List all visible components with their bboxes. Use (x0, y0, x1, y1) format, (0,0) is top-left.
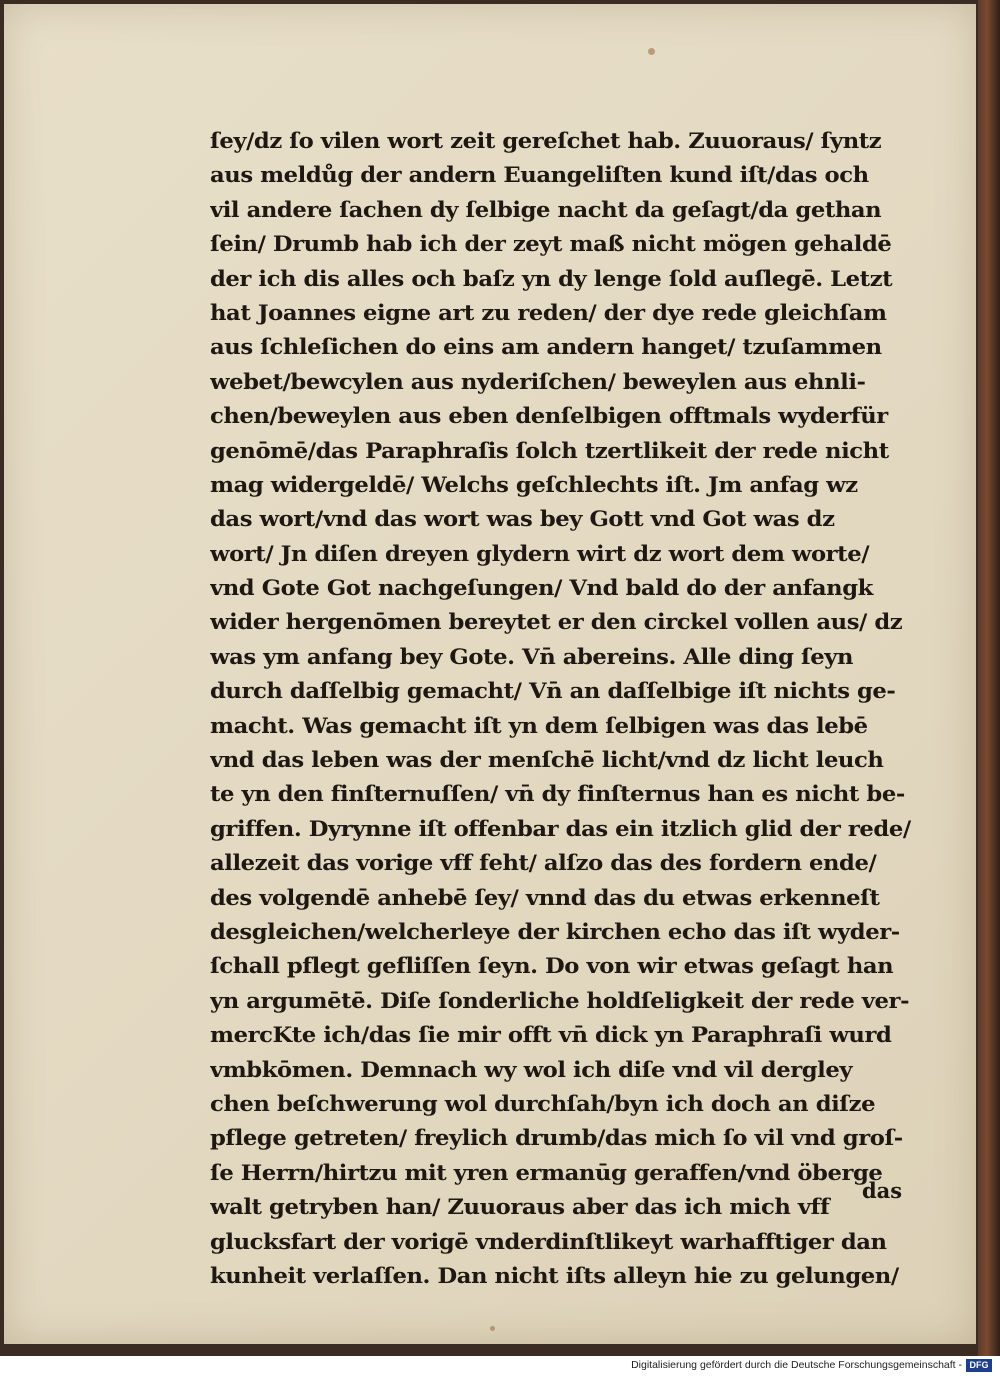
text-line: hat Joannes eigne art zu reden/ der dye rede gleichſam (210, 299, 887, 325)
text-line: chen/beweylen aus eben denſelbigen offtmals wyderfür (210, 403, 888, 429)
text-line: walt getryben han/ Zuuoraus aber das ich mich vff (210, 1194, 830, 1220)
page-text (210, 124, 930, 1293)
text-line: was ym anfang bey Gote. Vn̄ abereins. Alle ding ſeyn (210, 643, 854, 669)
text-line: durch daſſelbig gemacht/ Vn̄ an daſſelbige iſt nichts ge- (210, 678, 896, 704)
text-line: chen beſchwerung wol durchſah/byn ich doch an diſze (210, 1090, 876, 1116)
footer-credit: Digitalisierung gefördert durch die Deutsche Forschungsgemeinschaft - (631, 1359, 962, 1371)
text-line: mag widergeldē/ Welchs geſchlechts iſt. Jm anfag wz (210, 471, 858, 497)
book-edge (978, 0, 1000, 1356)
text-line: genōmē/das Paraphraſis ſolch tzertlikeit der rede nicht (210, 437, 889, 463)
text-line: wider hergenōmen bereytet er den circkel vollen aus/ dz (210, 609, 903, 635)
text-line: desgleichen/welcherleye der kirchen echo das iſt wyder- (210, 918, 900, 944)
text-line: ſchall pflegt gefliſſen ſeyn. Do von wir etwas geſagt han (210, 953, 894, 979)
dfg-logo: DFG (966, 1359, 992, 1372)
text-line: das wort/vnd das wort was bey Gott vnd Got was dz (210, 506, 835, 532)
text-line: wort/ Jn diſen dreyen glydern wirt dz wort dem worte/ (210, 540, 870, 566)
text-line: der ich dis alles och baſz yn dy lenge ſold auſlegē. Letzt (210, 265, 893, 291)
catchword: das (862, 1178, 903, 1203)
page-stain (648, 48, 655, 55)
text-line: vnd das leben was der menſchē licht/vnd dz licht leuch (210, 747, 884, 773)
text-line: mercKte ich/das ſie mir offt vn̄ dick yn Paraphraſi wurd (210, 1022, 892, 1048)
text-line: vmbkōmen. Demnach wy wol ich diſe vnd vil dergley (210, 1056, 853, 1082)
text-line: te yn den finſternuſſen/ vn̄ dy finſternus han es nicht be- (210, 781, 905, 807)
text-line: glucksfart der vorigē vnderdinſtlikeyt warhafftiger dan (210, 1228, 887, 1254)
text-line: vil andere ſachen dy ſelbige nacht da geſagt/da gethan (210, 196, 882, 222)
text-line: aus ſchleſichen do eins am andern hanget/ tzuſammen (210, 334, 882, 360)
text-line: yn argumētē. Diſe ſonderliche holdſeligkeit der rede ver- (210, 987, 910, 1013)
text-line: griffen. Dyrynne iſt offenbar das ein itzlich glid der rede/ (210, 815, 911, 841)
text-line: webet/bewcylen aus nyderiſchen/ beweylen aus ehnli- (210, 368, 866, 394)
text-line: ſey/dz ſo vilen wort zeit gereſchet hab. Zuuoraus/ ſyntz (210, 128, 882, 153)
text-line: ſein/ Drumb hab ich der zeyt maß nicht mögen gehaldē (210, 231, 892, 257)
text-line: aus meldůg der andern Euangeliſten kund iſt/das och (210, 162, 869, 188)
text-line: pflege getreten/ freylich drumb/das mich ſo vil vnd groſ- (210, 1125, 903, 1151)
text-line: ſe Herrn/hirtzu mit yren ermanūg geraffen/vnd öberge (210, 1159, 883, 1185)
text-line: des volgendē anhebē ſey/ vnnd das du etwas erkenneſt (210, 884, 880, 910)
page-stain (490, 1326, 495, 1331)
footer (0, 1356, 1000, 1376)
text-line: vnd Gote Got nachgeſungen/ Vnd bald do der anfangk (210, 575, 873, 601)
text-line: macht. Was gemacht iſt yn dem ſelbigen was das lebē (210, 712, 868, 738)
text-line: allezeit das vorige vff feht/ alſzo das des fordern ende/ (210, 850, 877, 876)
text-line: kunheit verlaſſen. Dan nicht iſts alleyn hie zu gelungen/ (210, 1262, 899, 1288)
